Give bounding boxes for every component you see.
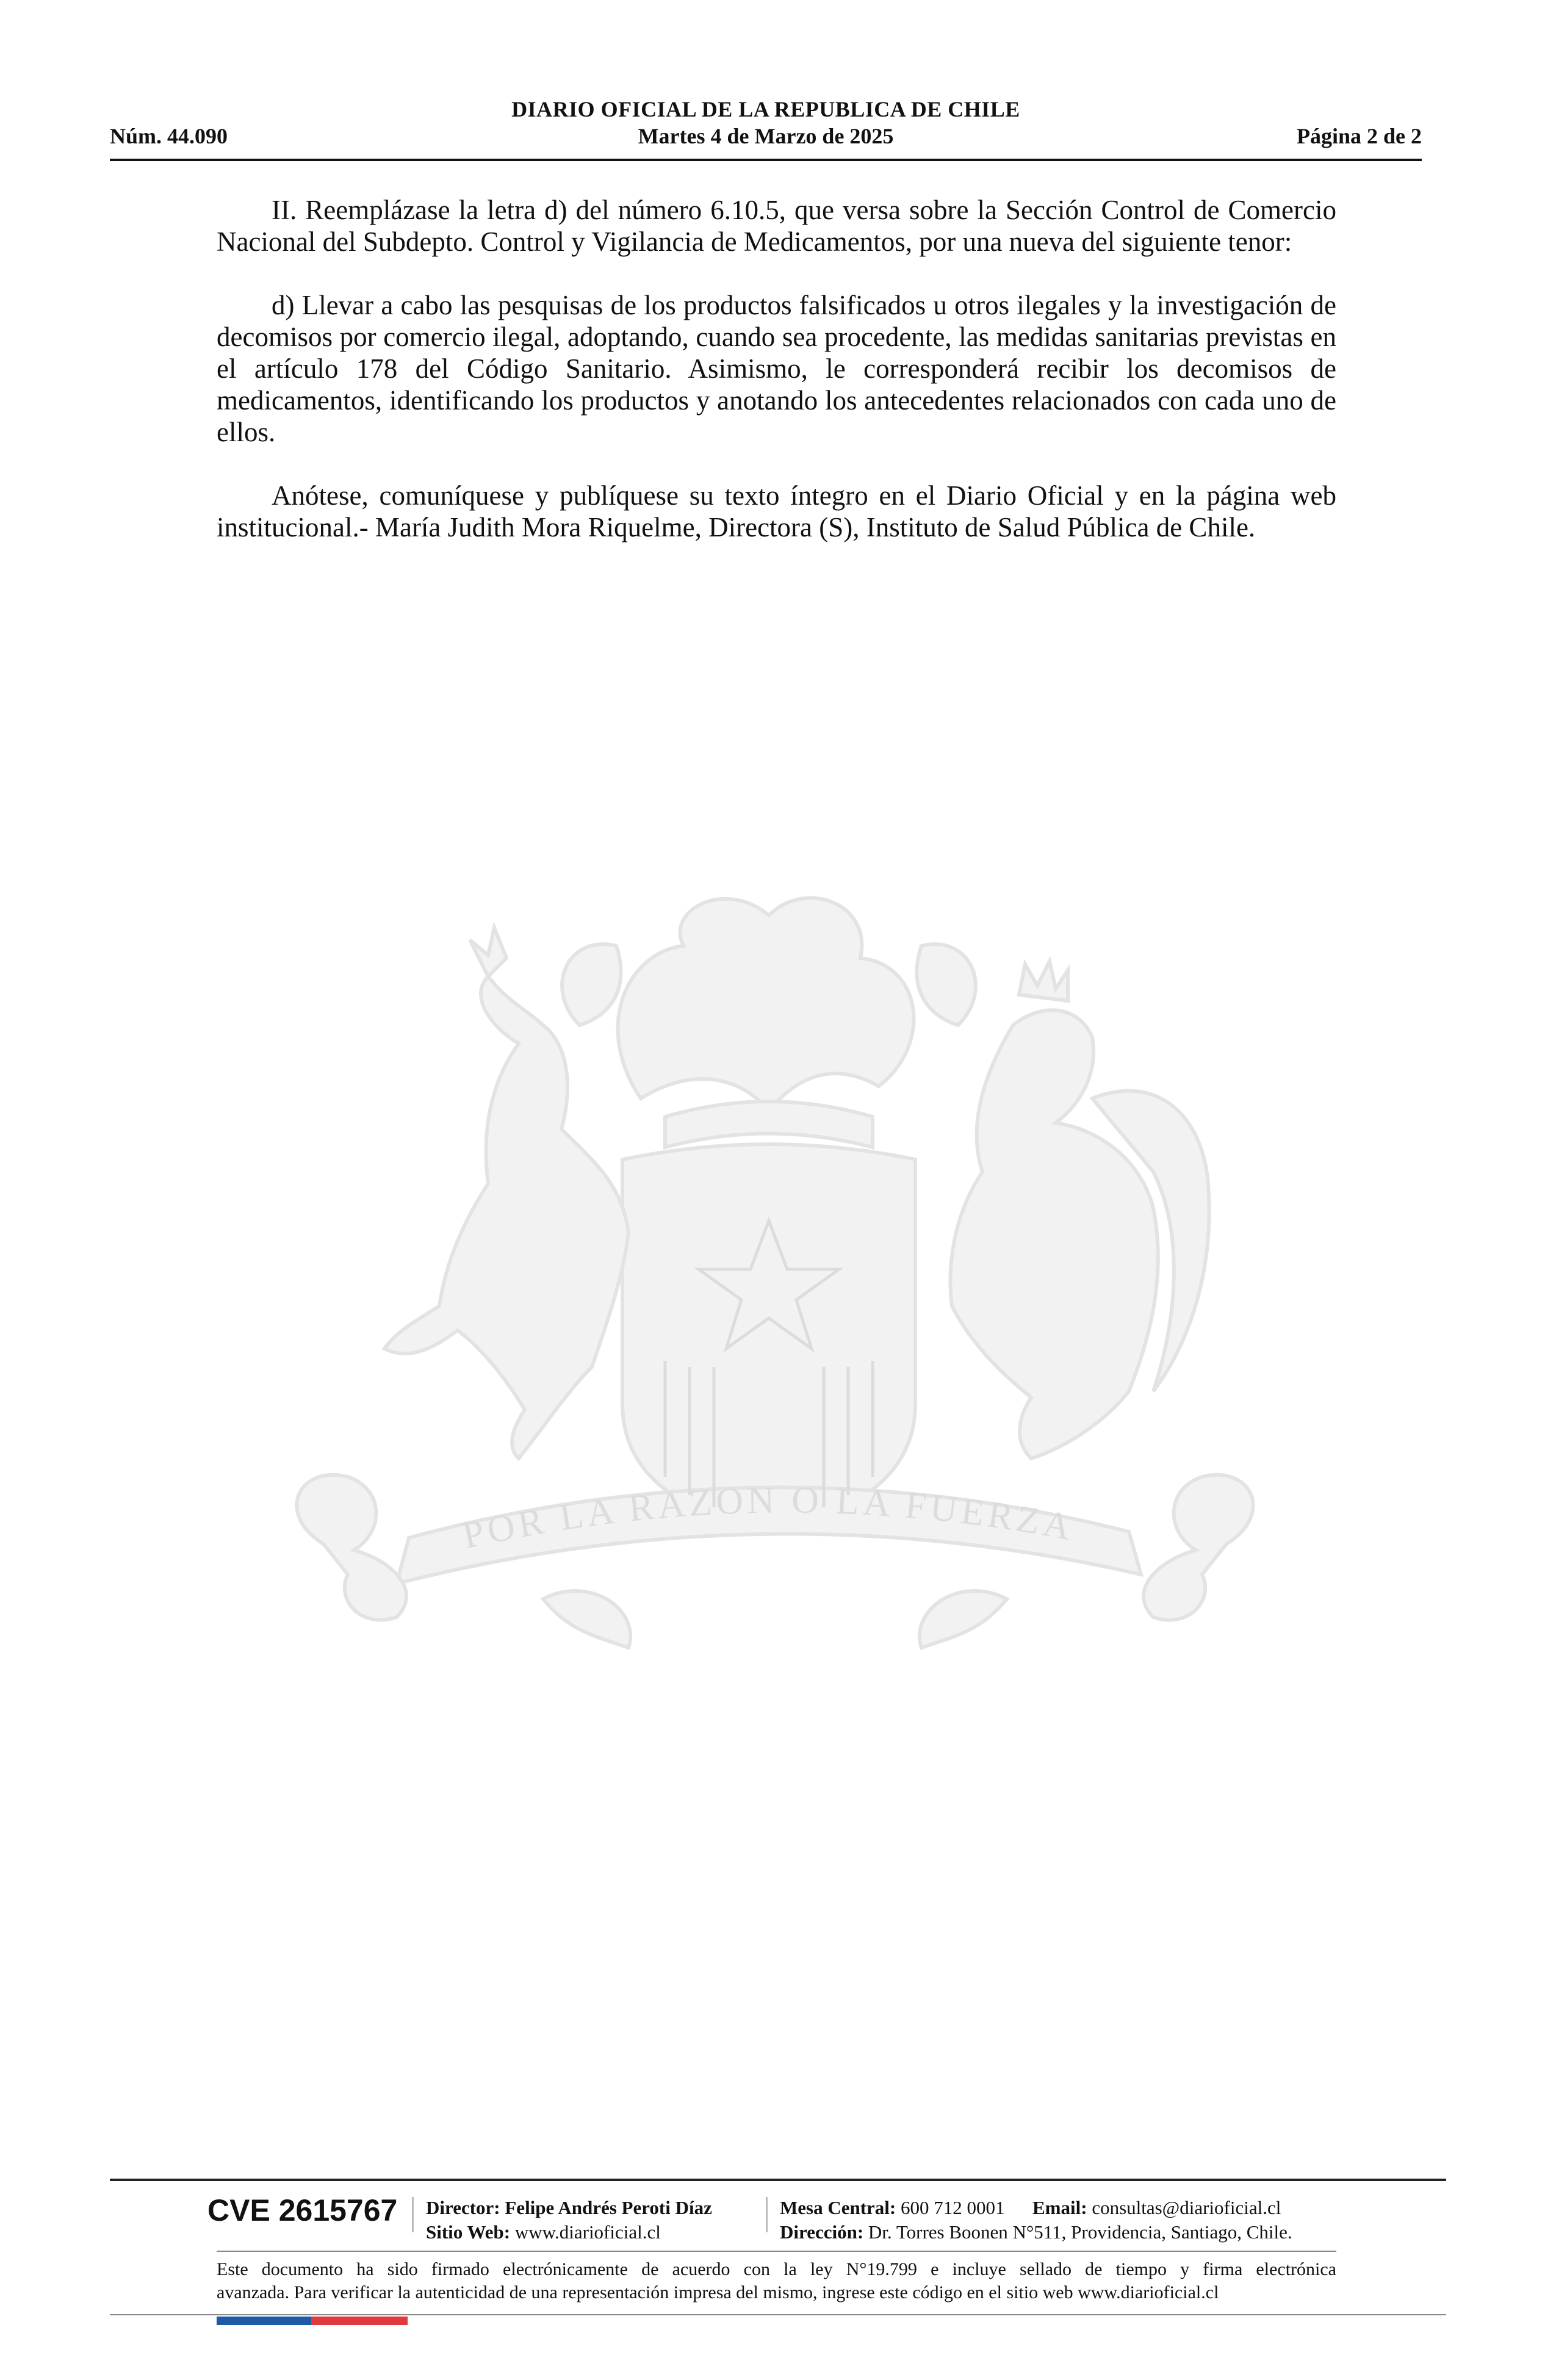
footer-bottom-divider (110, 2314, 1446, 2315)
address-label: Dirección: (780, 2221, 864, 2243)
issue-date: Martes 4 de Marzo de 2025 (638, 124, 894, 148)
paragraph-letter-d: d) Llevar a cabo las pesquisas de los productos falsificados u otros ilegales y la investigación de decomisos por comercio ilegal, adoptando, cuando sea procedente, las medidas sanitarias previstas en el artículo 178 del Código Sanitario. Asimismo, le corresponderá recibir los decomisos de medicamentos, identificando los productos y anotando los antecedentes relacionados con cada uno de ellos. (217, 290, 1336, 447)
website-label: Sitio Web: (426, 2221, 511, 2243)
phone-number: 600 712 0001 (901, 2197, 1005, 2218)
newspaper-title: DIARIO OFICIAL DE LA REPUBLICA DE CHILE (511, 97, 1020, 121)
contact-line (780, 2196, 1292, 2220)
footer-director-block (426, 2196, 712, 2245)
issue-number: Núm. 44.090 (110, 124, 228, 148)
phone-label: Mesa Central: (780, 2197, 896, 2218)
flag-stripe-red (311, 2317, 408, 2325)
legal-notice-line-2: avanzada. Para verificar la autenticidad de una representación impresa del mismo, ingrese este código en el sitio web www.diarioficial.cl (217, 2282, 1219, 2302)
director-label: Director: (426, 2197, 500, 2218)
legal-notice-line-1: Este documento ha sido firmado electrónicamente de acuerdo con la ley N°19.799 e incluye sellado de tiempo y firma electrónica (217, 2259, 1336, 2279)
director-line (426, 2196, 712, 2220)
address-value: Dr. Torres Boonen N°511, Providencia, Santiago, Chile. (868, 2221, 1292, 2243)
chile-coat-of-arms-watermark-icon (201, 842, 1349, 1672)
footer-contact-block (780, 2196, 1292, 2245)
paragraph-replacement: II. Reemplázase la letra d) del número 6.10.5, que versa sobre la Sección Control de Comercio Nacional del Subdepto. Control y Vigilancia de Medicamentos, por una nueva del siguiente tenor: (217, 195, 1336, 257)
footer-separator (766, 2197, 768, 2232)
footer-top-divider (110, 2179, 1446, 2181)
address-line (780, 2220, 1292, 2245)
footer-middle-divider (217, 2251, 1336, 2252)
page-header (110, 92, 1422, 161)
footer-separator (412, 2197, 414, 2232)
legal-notice (217, 2258, 1336, 2304)
website-line (426, 2220, 712, 2245)
watermark-motto: POR LA RAZON O LA FUERZA (459, 1479, 1078, 1557)
website-link[interactable]: www.diarioficial.cl (514, 2221, 661, 2243)
paragraph-signature: Anótese, comuníquese y publíquese su texto íntegro en el Diario Oficial y en la página web institucional.- María Judith Mora Riquelme, Directora (S), Instituto de Salud Pública de Chile. (217, 480, 1336, 543)
document-body (217, 194, 1336, 575)
director-name: Felipe Andrés Peroti Díaz (505, 2197, 712, 2218)
email-label: Email: (1032, 2197, 1087, 2218)
email-link[interactable]: consultas@diarioficial.cl (1092, 2197, 1281, 2218)
cve-code: CVE 2615767 (207, 2193, 398, 2227)
flag-stripe-blue (217, 2317, 311, 2325)
page-indicator: Página 2 de 2 (1296, 124, 1422, 148)
